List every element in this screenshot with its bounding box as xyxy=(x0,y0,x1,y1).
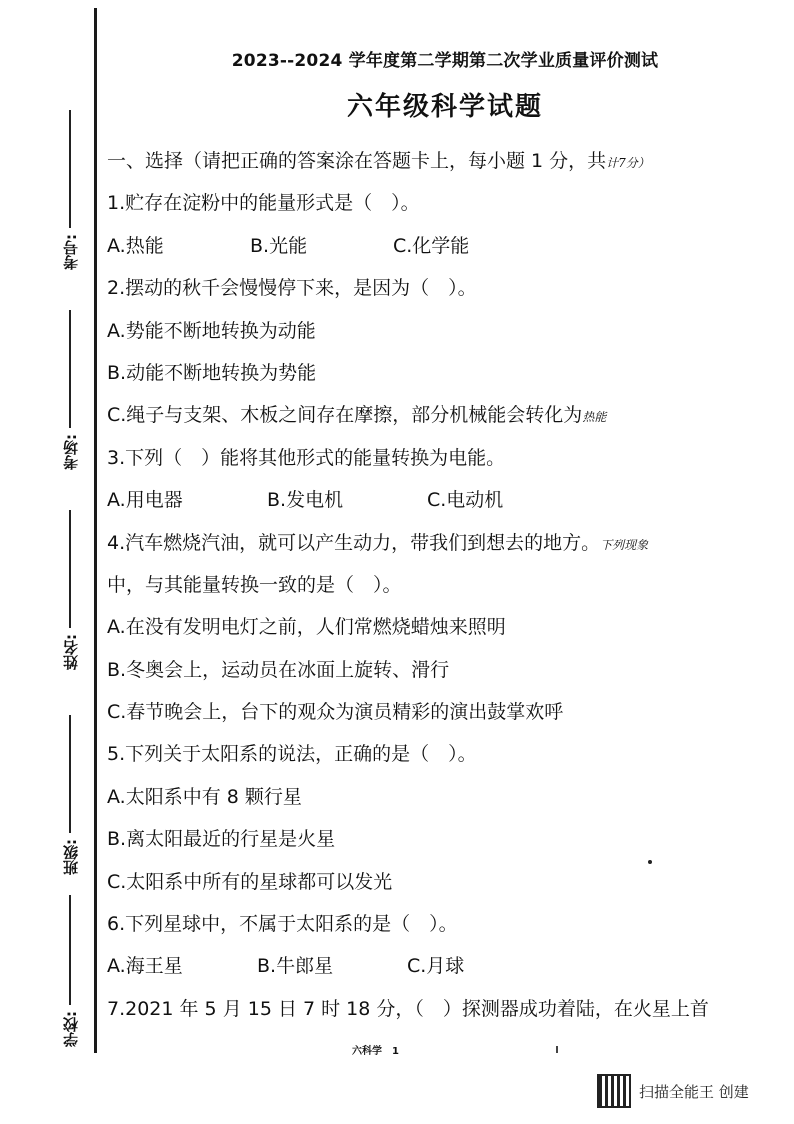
option: B.光能 xyxy=(250,234,308,257)
option: C.春节晚会上，台下的观众为演员精彩的演出鼓掌欢呼 xyxy=(107,701,564,724)
paper-title: 六年级科学试题 xyxy=(346,92,543,122)
option: A.用电器 xyxy=(107,489,183,512)
question-stem: 7.2021 年 5 月 15 日 7 时 18 分，（ ）探测器成功着陆，在火星上首 xyxy=(107,997,709,1020)
question-stem: 4.汽车燃烧汽油，就可以产生动力，带我们到想去的地方。 xyxy=(107,531,601,554)
option: A.热能 xyxy=(107,234,164,257)
question-stem: 3.下列（ ）能将其他形式的能量转换为电能。 xyxy=(107,446,506,469)
side-underline xyxy=(69,715,71,833)
option: B.冬奥会上，运动员在冰面上旋转、滑行 xyxy=(107,658,450,681)
side-field-exam-room xyxy=(58,310,82,476)
side-underline xyxy=(69,510,71,628)
scan-mark xyxy=(556,1046,558,1053)
side-label: 考场: xyxy=(61,434,80,470)
side-label: 考号: xyxy=(61,234,80,270)
option: C.月球 xyxy=(407,955,465,978)
option: A.在没有发明电灯之前，人们常燃烧蜡烛来照明 xyxy=(107,616,506,639)
option: B.发电机 xyxy=(267,489,344,512)
option: A.海王星 xyxy=(107,955,183,978)
option: C.化学能 xyxy=(393,234,470,257)
side-label: 姓名: xyxy=(61,634,80,670)
option-row xyxy=(107,394,777,436)
question-stem: 1.贮存在淀粉中的能量形式是（ ）。 xyxy=(107,192,420,215)
option: A.太阳系中有 8 颗行星 xyxy=(107,785,302,808)
exam-title: 2023--2024 学年度第二学期第二次学业质量评价测试 xyxy=(231,51,659,71)
side-label: 班级: xyxy=(61,839,80,875)
scanner-watermark xyxy=(597,1074,749,1108)
option-row xyxy=(107,225,777,267)
option: B.动能不断地转换为势能 xyxy=(107,361,317,384)
question-stem-cont: 中，与其能量转换一致的是（ ）。 xyxy=(107,573,402,596)
section-heading xyxy=(107,140,777,182)
option: B.离太阳最近的行星是火星 xyxy=(107,828,336,851)
handwritten-note: 计7分） xyxy=(606,156,650,170)
side-field-name xyxy=(58,510,82,676)
watermark-text: 扫描全能王 创建 xyxy=(639,1082,749,1101)
page-footer: 六科学 1 xyxy=(352,1046,399,1057)
option: C.电动机 xyxy=(427,489,504,512)
handwritten-note: 下列现象 xyxy=(600,537,649,552)
option: A.势能不断地转换为动能 xyxy=(107,319,316,342)
side-underline xyxy=(69,895,71,1005)
binding-line xyxy=(94,8,97,1053)
handwritten-note: 热能 xyxy=(582,410,607,425)
option: B.牛郎星 xyxy=(257,955,334,978)
side-underline xyxy=(69,310,71,428)
side-field-exam-number xyxy=(58,110,82,276)
side-label: 学校: xyxy=(61,1011,80,1047)
section-heading-text: 一、选择（请把正确的答案涂在答题卡上，每小题 1 分，共 xyxy=(107,150,607,172)
qr-code-icon xyxy=(597,1074,631,1108)
option-row xyxy=(107,479,777,521)
option: C.绳子与支架、木板之间存在摩擦，部分机械能会转化为 xyxy=(107,404,583,427)
question-stem: 5.下列关于太阳系的说法，正确的是（ ）。 xyxy=(107,743,477,766)
option: C.太阳系中所有的星球都可以发光 xyxy=(107,870,393,893)
side-field-school xyxy=(58,895,82,1053)
question-stem: 2.摆动的秋千会慢慢停下来，是因为（ ）。 xyxy=(107,277,477,300)
question-stem-row xyxy=(107,522,777,564)
side-field-class xyxy=(58,715,82,881)
question-content xyxy=(107,140,777,1030)
question-stem: 6.下列星球中，不属于太阳系的是（ ）。 xyxy=(107,913,458,936)
side-underline xyxy=(69,110,71,228)
option-row xyxy=(107,945,777,987)
scan-speck xyxy=(648,860,652,864)
